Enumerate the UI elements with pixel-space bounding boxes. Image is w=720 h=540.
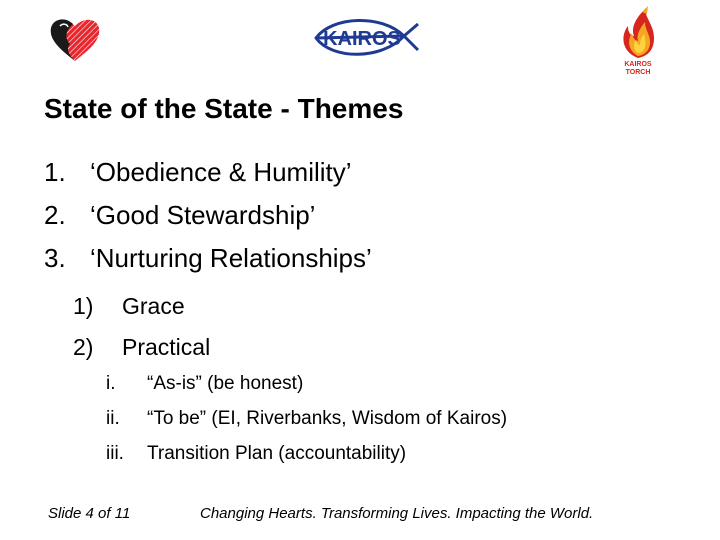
list-number: ii. [106,408,120,429]
list-item [44,194,372,237]
list-number: i. [106,373,116,394]
kairos-fish-icon [312,12,422,64]
list-number: 2. [44,200,66,230]
list-number: iii. [106,443,124,464]
list-text: Grace [122,293,185,319]
list-item [73,286,210,327]
list-text: “To be” (EI, Riverbanks, Wisdom of Kairos) [147,408,508,429]
list-number: 1) [73,293,94,319]
list-text: ‘Obedience & Humility’ [90,157,352,187]
heart-logo [46,14,104,64]
list-item [106,436,507,471]
list-text: “As-is” (be honest) [147,373,304,394]
kairos-logo [312,12,422,64]
list-text: Practical [122,334,211,360]
kairos-logo-text: KAIROS [323,28,401,50]
torch-logo-text-1: KAIROS [624,61,652,68]
list-number: 3. [44,243,66,273]
slide-number: Slide 4 of 11 [48,505,131,522]
sub-sub-items-list [106,366,507,471]
list-item [44,151,372,194]
list-text: Transition Plan (accountability) [147,443,407,464]
list-text: ‘Nurturing Relationships’ [90,243,372,273]
list-number: 1. [44,157,66,187]
list-item [73,327,210,368]
slide-title: State of the State - Themes [44,93,404,124]
list-item [106,401,507,436]
torch-flame-icon [612,6,664,76]
list-item [44,237,372,280]
list-item [106,366,507,401]
heart-icon [46,14,104,64]
list-number: 2) [73,334,94,360]
themes-list [44,151,372,280]
footer-tagline: Changing Hearts. Transforming Lives. Impacting the World. [200,505,594,522]
torch-logo-text-2: TORCH [625,69,651,76]
list-text: ‘Good Stewardship’ [90,200,316,230]
kairos-torch-logo [612,6,664,76]
sub-items-list [73,286,210,368]
